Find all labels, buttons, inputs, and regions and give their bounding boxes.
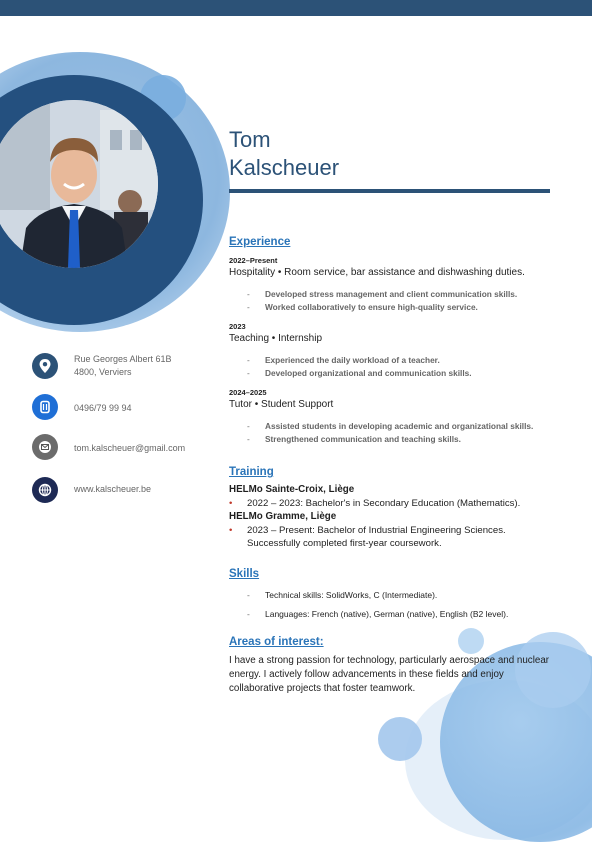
- name-divider: [229, 189, 550, 193]
- experience-bullet: - Experienced the daily workload of a teacher.: [229, 354, 551, 367]
- phone-icon: [32, 394, 58, 420]
- phone-number[interactable]: 0496/79 99 94: [74, 403, 132, 413]
- location-pin-icon: [32, 353, 58, 379]
- contact-email: [32, 434, 185, 460]
- candidate-name: [229, 126, 339, 182]
- last-name: Kalscheuer: [229, 155, 340, 180]
- experience-role: Teaching • Internship: [229, 333, 323, 344]
- contact-phone: [32, 394, 132, 420]
- experience-bullet: - Worked collaboratively to ensure high-quality service.: [229, 301, 551, 314]
- experience-item: [229, 322, 551, 380]
- skills-heading: Skills: [229, 568, 260, 580]
- address-line-2: 4800, Verviers: [74, 367, 132, 377]
- contact-address: [32, 353, 172, 379]
- experience-heading: Experience: [229, 236, 291, 248]
- email-address[interactable]: tom.kalscheuer@gmail.com: [74, 443, 186, 453]
- email-icon: [32, 434, 58, 460]
- experience-bullet: - Strengthened communication and teaching skills.: [229, 433, 551, 446]
- top-bar: [0, 0, 592, 16]
- website-url[interactable]: www.kalscheuer.be: [74, 484, 152, 494]
- skill-item: - Languages: French (native), German (native), English (B2 level).: [229, 605, 551, 624]
- skill-item: - Technical skills: SolidWorks, C (Intermediate).: [229, 586, 551, 605]
- first-name: Tom: [229, 127, 271, 152]
- school-name: HELMo Gramme, Liège: [229, 511, 337, 522]
- training-entry: • 2023 – Present: Bachelor of Industrial Engineering Sciences. Successfully completed first-year coursework.: [229, 524, 551, 550]
- experience-bullet: - Developed organizational and communication skills.: [229, 367, 551, 380]
- decorative-circle: [378, 717, 422, 761]
- experience-bullet: - Assisted students in developing academic and organizational skills.: [229, 420, 551, 433]
- interests-heading: Areas of interest:: [229, 636, 324, 648]
- experience-item: [229, 388, 551, 446]
- experience-date: 2022–Present: [229, 256, 278, 265]
- training-entry: • 2022 – 2023: Bachelor's in Secondary Education (Mathematics).: [229, 497, 551, 510]
- experience-item: [229, 256, 551, 314]
- experience-role: Hospitality • Room service, bar assistance and dishwashing duties.: [229, 267, 525, 278]
- experience-role: Tutor • Student Support: [229, 399, 334, 410]
- address-line-1: Rue Georges Albert 61B: [74, 354, 172, 364]
- training-heading: Training: [229, 466, 274, 478]
- experience-bullet: - Developed stress management and client communication skills.: [229, 288, 551, 301]
- contact-website: [32, 477, 151, 503]
- experience-date: 2023: [229, 322, 246, 331]
- main-column: [229, 236, 551, 696]
- experience-date: 2024–2025: [229, 388, 267, 397]
- globe-icon: [32, 477, 58, 503]
- interests-text: I have a strong passion for technology, particularly aerospace and nuclear energy. I actively follow advancements in these fields and enjoy collaborative projects that foster teamwork.: [229, 655, 550, 694]
- school-name: HELMo Sainte-Croix, Liège: [229, 484, 355, 495]
